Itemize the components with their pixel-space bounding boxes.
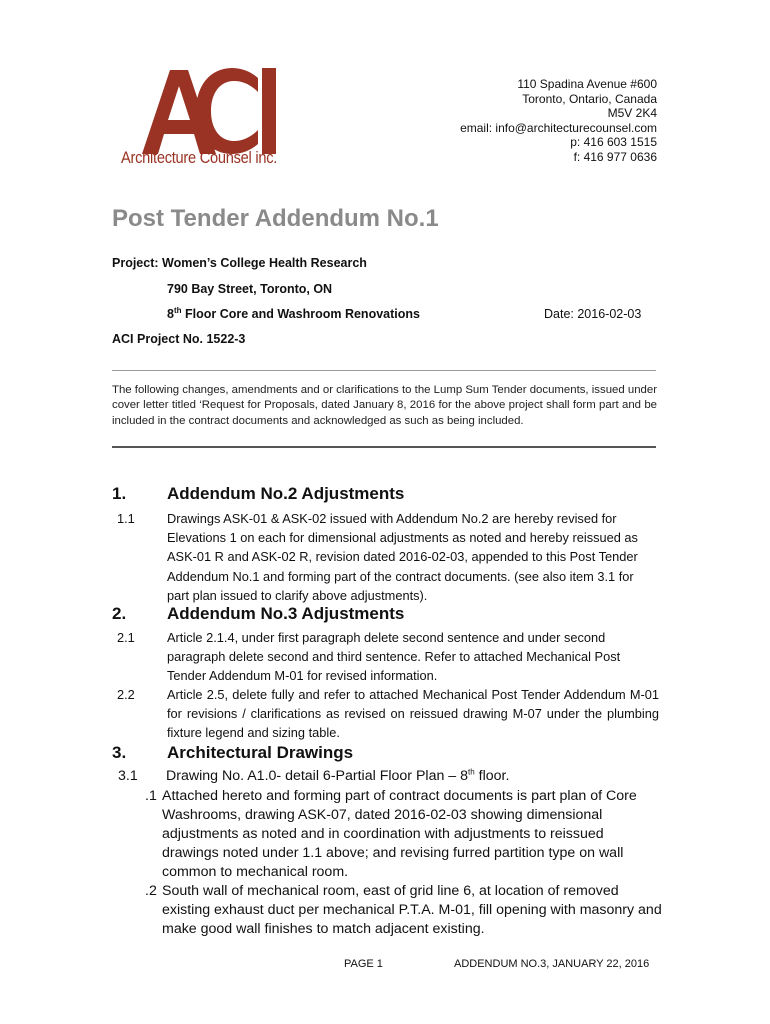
item-1-1-text: Drawings ASK-01 & ASK-02 issued with Addendum No.2 are hereby revised for Elevations 1 on each for dimensional adjustments as noted and hereby reissued as ASK-01 R and ASK-02 R, revision dated 2016-02-03, appended to this Post Tender Addendum No.1 and forming part of the contract documents. (see also item 3.1 for part plan issued to clarify above adjustments). bbox=[167, 511, 638, 603]
item-2-1-number: 2.1 bbox=[117, 630, 135, 645]
address-postal: M5V 2K4 bbox=[607, 106, 657, 121]
address-email: email: info@architecturecounsel.com bbox=[460, 120, 657, 135]
divider-bottom bbox=[112, 446, 656, 448]
project-scope-text: Floor Core and Washroom Renovations bbox=[181, 307, 420, 321]
document-date: Date: 2016-02-03 bbox=[544, 307, 642, 321]
address-line-1: 110 Spadina Avenue #600 bbox=[517, 77, 657, 91]
project-scope-sup: th bbox=[173, 305, 182, 315]
subitem-1-text: Attached hereto and forming part of contract documents is part plan of Core Washrooms, drawing ASK-07, dated 2016-02-03 showing dimensional adjustments as noted and in coordination with adjustments to reissued drawings noted under 1.1 above; and revising furred partition type on wall common to mechanical room. bbox=[162, 788, 637, 880]
project-scope bbox=[167, 307, 420, 321]
item-3-1-main: Drawing No. A1.0- detail 6-Partial Floor Plan – 8 bbox=[166, 768, 469, 784]
project-address: 790 Bay Street, Toronto, ON bbox=[167, 282, 333, 296]
item-1-1-number: 1.1 bbox=[117, 511, 135, 526]
address-block bbox=[460, 77, 657, 165]
item-3-1-tail: floor. bbox=[474, 768, 510, 784]
item-3-1-text bbox=[166, 767, 666, 786]
logo-company-name: Architecture Counsel inc. bbox=[121, 148, 278, 167]
section-2-number: 2. bbox=[112, 604, 127, 623]
item-2-1-text: Article 2.1.4, under first paragraph delete second sentence and under second paragraph delete second and third sentence. Refer to attached Mechanical Post Tender Addendum M-01 for revised information. bbox=[167, 630, 621, 684]
subitem-2-text: South wall of mechanical room, east of grid line 6, at location of removed existing exhaust duct per mechanical P.T.A. M-01, fill opening with masonry and make good wall finishes to match adjacent existing. bbox=[162, 883, 662, 937]
aci-project-number: ACI Project No. 1522-3 bbox=[112, 332, 246, 346]
address-line-2: Toronto, Ontario, Canada bbox=[522, 91, 657, 106]
section-2-heading: Addendum No.3 Adjustments bbox=[167, 604, 405, 623]
document-title: Post Tender Addendum No.1 bbox=[112, 205, 439, 232]
footer-addendum: ADDENDUM NO.3, JANUARY 22, 2016 bbox=[454, 958, 650, 970]
subitem-2-number: .2 bbox=[145, 883, 157, 899]
project-label: Project: Women’s College Health Research bbox=[112, 256, 367, 270]
item-2-2-text: Article 2.5, delete fully and refer to attached Mechanical Post Tender Addendum M-01 for revisions / clarifications as revised on reissued drawing M-07 under the plumbing fixture legend and sizing table. bbox=[167, 687, 659, 741]
section-1-number: 1. bbox=[112, 484, 127, 503]
divider-top bbox=[112, 370, 656, 371]
aci-logo-icon bbox=[140, 68, 280, 154]
footer-page-number: PAGE 1 bbox=[344, 958, 383, 970]
item-3-1-number: 3.1 bbox=[118, 768, 138, 784]
project-scope-number: 8 bbox=[167, 307, 174, 321]
section-3-number: 3. bbox=[112, 743, 127, 762]
intro-paragraph: The following changes, amendments and or clarifications to the Lump Sum Tender documents, issued under cover letter titled ‘Request for Proposals, dated January 8, 2016 for the above project shall form part and be included in the contract documents and acknowledged as such as being included. bbox=[112, 384, 657, 427]
item-2-2-number: 2.2 bbox=[117, 687, 135, 702]
address-phone: p: 416 603 1515 bbox=[570, 135, 657, 150]
address-fax: f: 416 977 0636 bbox=[573, 149, 657, 164]
section-1-heading: Addendum No.2 Adjustments bbox=[167, 484, 405, 503]
subitem-1-number: .1 bbox=[145, 788, 157, 804]
section-3-heading: Architectural Drawings bbox=[167, 743, 354, 762]
item-3-1-sup: th bbox=[468, 767, 475, 777]
